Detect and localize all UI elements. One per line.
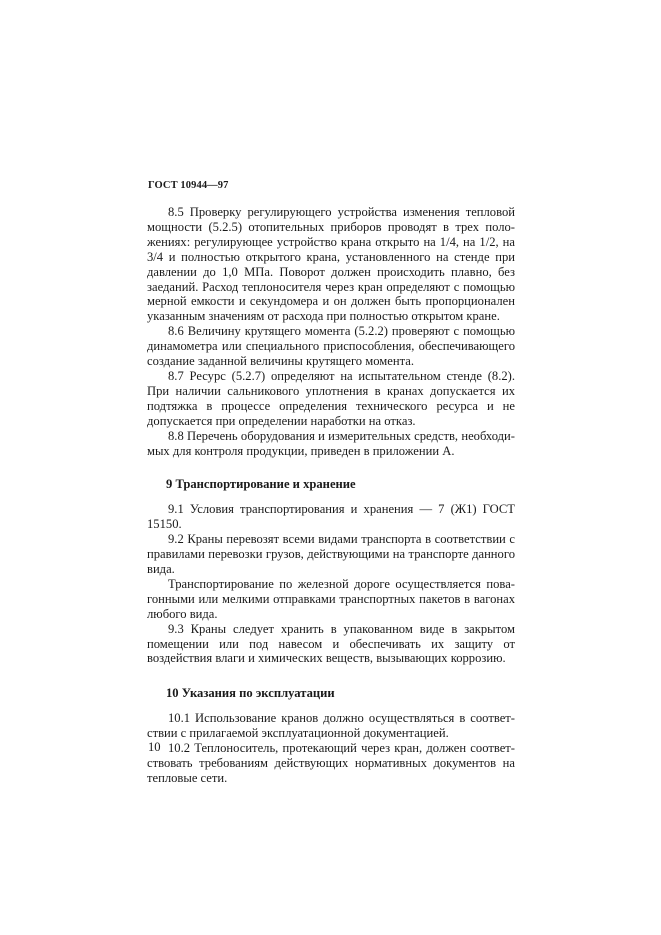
paragraph-9-2: 9.2 Краны перевозят всеми видами транспорта в соответствии с правилами перевозки грузов, действующими на транспорте данного вида. [147, 532, 515, 577]
paragraph-10-2: 10.2 Теплоноситель, протекающий через кран, должен соответствовать требованиям действующих нормативных документов на тепловые сети. [147, 741, 515, 785]
paragraph-8-6: 8.6 Величину крутящего момента (5.2.2) проверяют с помощью динамометра или специального приспособления, обеспечивающего создание заданной величины крутящего момента. [147, 324, 515, 369]
paragraph-9-1: 9.1 Условия транспортирования и хранения — 7 (Ж1) ГОСТ 15150. [147, 502, 515, 532]
document-header: ГОСТ 10944—97 [148, 180, 229, 191]
page-number: 10 [148, 740, 161, 754]
paragraph-8-8: 8.8 Перечень оборудования и измерительных средств, необходимых для контроля продукции, приведен в приложении А. [147, 428, 515, 458]
paragraph-9-3: 9.3 Краны следует хранить в упакованном виде в закрытом помещении или под навесом и обеспечивать их защиту от воздействия влаги и химических веществ, вызывающих коррозию. [147, 621, 515, 666]
section-heading-10: 10 Указания по эксплуатации [166, 686, 335, 701]
paragraph-9-2-continued: Транспортирование по железной дороге осуществляется повагонными или мелкими отправками транспортных пакетов в вагонах любого вида. [147, 576, 515, 621]
paragraph-8-7: 8.7 Ресурс (5.2.7) определяют на испытательном стенде (8.2). При наличии сальникового уплотнения в кранах допускается их подтяжка в процессе определения технического ресурса и не допускается при определении наработки на отказ. [147, 368, 515, 428]
paragraph-10-1: 10.1 Использование кранов должно осуществляться в соответствии с прилагаемой эксплуатационной документацией. [147, 711, 515, 741]
paragraph-8-5: 8.5 Проверку регулирующего устройства изменения тепловой мощности (5.2.5) отопительных приборов проводят в трех положениях: регулирующее устройство крана открыто на 1/4, на 1/2, на 3/4 и полностью открытого крана, установленного на стенде при давлении до 1,0 МПа. Поворот должен происходить плавно, без заеданий. Расход теплоносителя через кран определяют с помощью мерной емкости и секундомера и он должен быть пропорционален указанным значениям от расхода при полностью открытом кране. [147, 205, 515, 324]
document-body [147, 205, 515, 786]
section-heading-9: 9 Транспортирование и хранение [166, 477, 356, 492]
